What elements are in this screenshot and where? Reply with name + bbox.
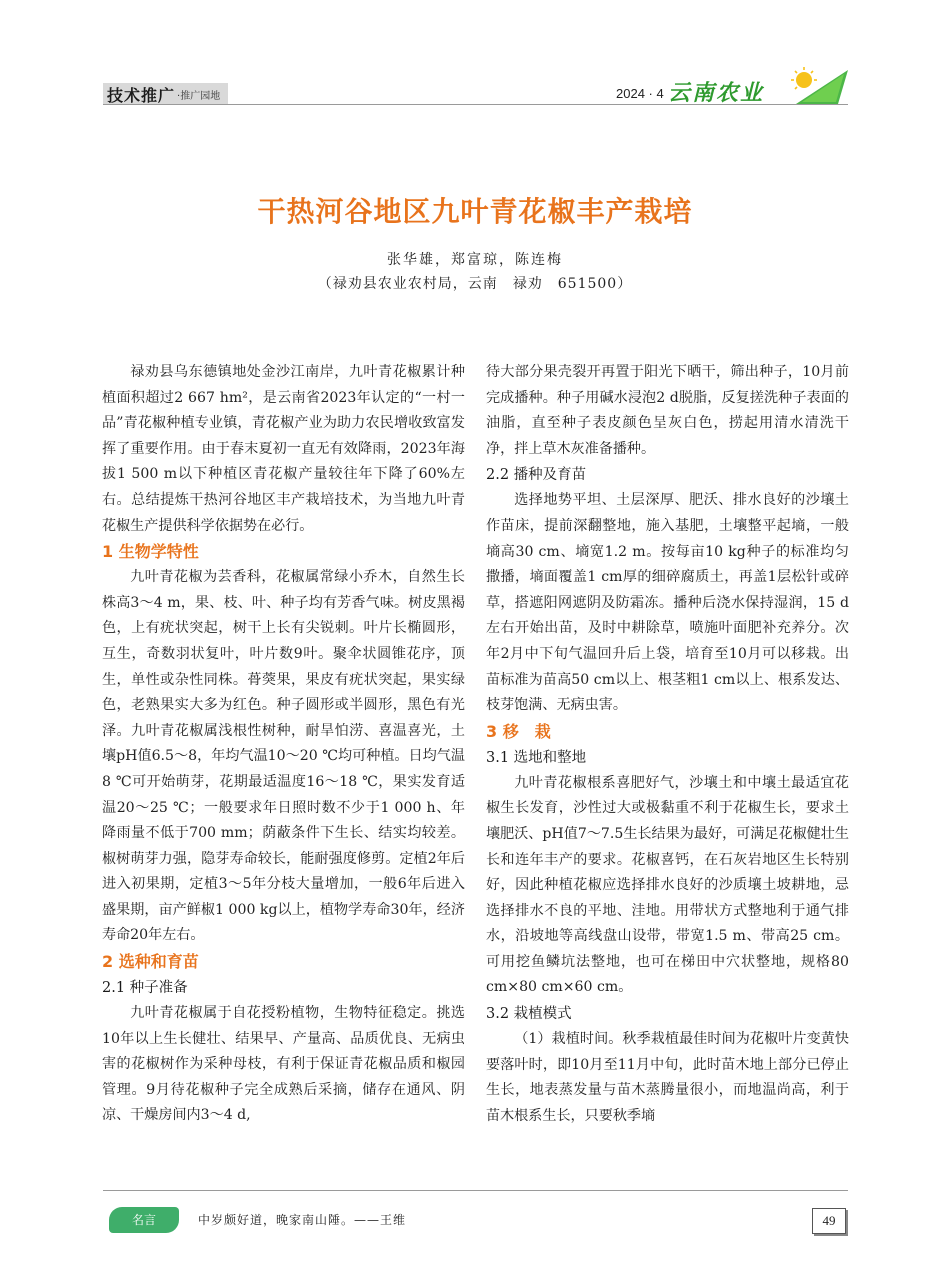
section-3-heading: 3 移 栽 — [486, 721, 551, 741]
section-2-2-body: 选择地势平坦、土层深厚、肥沃、排水良好的沙壤土作苗床，提前深翻整地，施入基肥，土壤整平起墒，一般墒高30 cm、墒宽1.2 m。按每亩10 kg种子的标准均匀撒播，墒面覆盖1 cm厚的细碎腐质土，再盖1层松针或碎草，搭遮阳网遮阴及防霜冻。播种后浇水保持湿润，15 d左右开始出苗，及时中耕除草，喷施叶面肥补充养分。次年2月中下旬气温回升后上袋，培育至10月可以移栽。出苗标准为苗高50 cm以上、根茎粗1 cm以上、根系发达、枝芽饱满、无病虫害。 — [486, 492, 849, 714]
page-number: 49 — [812, 1208, 846, 1234]
sun-leaf-logo-icon — [782, 66, 850, 106]
section-3-1-body: 九叶青花椒根系喜肥好气，沙壤土和中壤土最适宜花椒生长发育，沙性过大或极黏重不利于花椒生长，要求土壤肥沃、pH值7～7.5生长结果为最好，可满足花椒健壮生长和连年丰产的要求。花椒喜钙，在石灰岩地区生长特别好，因此种植花椒应选择排水良好的沙质壤土坡耕地，忌选择排水不良的平地、洼地。用带状方式整地利于通气排水，沿坡地等高线盘山设带，带宽1.5 m、带高25 cm。可用挖鱼鳞坑法整地，也可在梯田中穴状整地，规格80 cm×80 cm×60 cm。 — [486, 774, 849, 996]
section-tag-main: 技术推广 — [107, 85, 176, 105]
section-2-1-heading: 2.1 种子准备 — [102, 980, 188, 997]
intro-paragraph: 禄劝县乌东德镇地处金沙江南岸，九叶青花椒累计种植面积超过2 667 hm²，是云南省2023年认定的“一村一品”青花椒种植专业镇，青花椒产业为助力农民增收致富发挥了重要作用。由于春末夏初一直无有效降雨，2023年海拔1 500 m以下种植区青花椒产量较往年下降了60%左右。总结提炼干热河谷地区丰产栽培技术，为当地九叶青花椒生产提供科学依据势在必行。 — [102, 364, 465, 534]
section-2-2-heading: 2.2 播种及育苗 — [486, 467, 587, 484]
section-2-heading: 2 选种和育苗 — [102, 952, 199, 972]
footer-quote: 中岁颇好道，晚家南山陲。——王维 — [198, 1213, 407, 1227]
footer-rule — [103, 1190, 848, 1191]
section-tag — [103, 83, 228, 105]
right-column — [486, 360, 849, 1129]
left-column — [102, 360, 465, 1129]
section-2-1-body: 九叶青花椒属于自花授粉植物，生物特征稳定。挑选10年以上生长健壮、结果早、产量高、品质优良、无病虫害的花椒树作为采种母枝，有利于保证青花椒品质和椒园管理。9月待花椒种子完全成熟后采摘，储存在通风、阴凉、干燥房间内3～4 d, — [102, 1005, 465, 1124]
issue-number: 2024 · 4 — [616, 86, 664, 101]
section-3-1-heading: 3.1 选地和整地 — [486, 749, 587, 766]
section-3-2-heading: 3.2 栽植模式 — [486, 1006, 572, 1023]
quote-tag: 名言 — [109, 1207, 179, 1233]
section-2-1-continued: 待大部分果壳裂开再置于阳光下晒干，筛出种子，10月前完成播种。种子用碱水浸泡2 d脱脂，反复搓洗种子表面的油脂，直至种子表皮颜色呈灰白色，捞起用清水清洗干净，拌上草木灰准备播种。 — [486, 364, 849, 457]
article-title: 干热河谷地区九叶青花椒丰产栽培 — [257, 195, 693, 228]
section-tag-sub: ·推广园地 — [177, 90, 221, 102]
article-authors: 张华雄，郑富琼，陈连梅 — [387, 252, 563, 268]
section-3-2-body: （1）栽植时间。秋季栽植最佳时间为花椒叶片变黄快要落叶时，即10月至11月中旬，此时苗木地上部分已停止生长，地表蒸发量与苗木蒸腾量很小，而地温尚高，利于苗木根系生长，只要秋季墒 — [486, 1031, 849, 1124]
article-affiliation: （禄劝县农业农村局，云南 禄劝 651500） — [317, 276, 633, 292]
journal-name: 云南农业 — [668, 80, 765, 106]
section-1-heading: 1 生物学特性 — [102, 542, 199, 562]
section-1-body: 九叶青花椒为芸香科，花椒属常绿小乔木，自然生长株高3～4 m，果、枝、叶、种子均有芳香气味。树皮黑褐色，上有疣状突起，树干上长有尖锐刺。叶片长椭圆形，互生，奇数羽状复叶，叶片数9叶。聚伞状圆锥花序，顶生，单性或杂性同株。蓇葖果，果皮有疣状突起，果实绿色，老熟果实大多为红色。种子圆形或半圆形，黑色有光泽。九叶青花椒属浅根性树种，耐旱怕涝、喜温喜光，土壤pH值6.5～8，年均气温10～20 ℃均可种植。日均气温8 ℃可开始萌芽，花期最适温度16～18 ℃，果实发育适温20～25 ℃；一般要求年日照时数不少于1 000 h、年降雨量不低于700 mm；荫蔽条件下生长、结实均较差。椒树萌芽力强，隐芽寿命较长，能耐强度修剪。定植2年后进入初果期，定植3～5年分枝大量增加，一般6年后进入盛果期，亩产鲜椒1 000 kg以上，植物学寿命30年，经济寿命20年左右。 — [102, 569, 465, 944]
